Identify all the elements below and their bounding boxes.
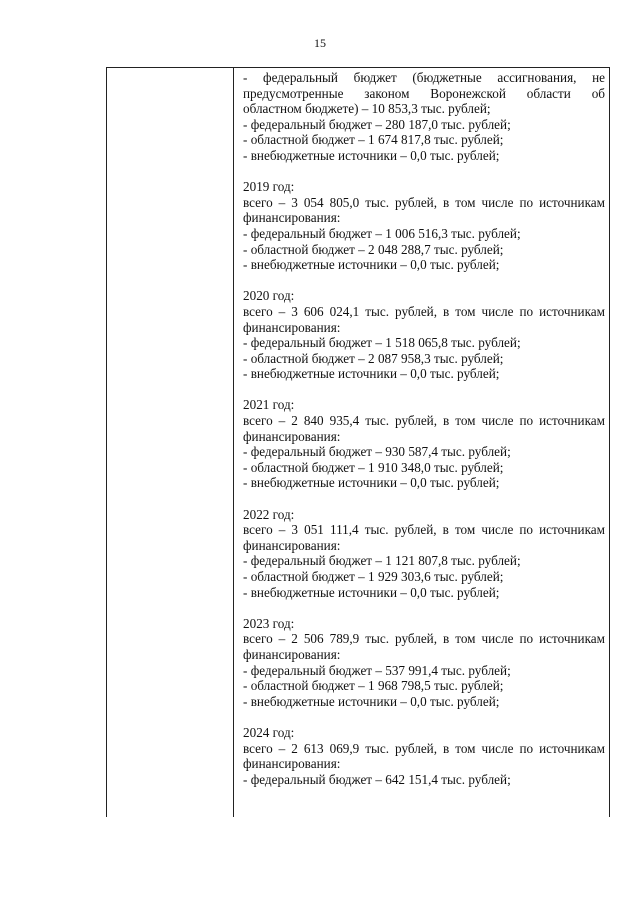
year-total-cont: финансирования: (243, 210, 341, 226)
year-federal: - федеральный бюджет – 1 121 807,8 тыс. рублей; (243, 553, 521, 569)
spacer (243, 382, 605, 398)
intro-line-2: предусмотренные законом Воронежской области об (243, 85, 605, 101)
spacer (243, 709, 605, 725)
year-federal: - федеральный бюджет – 537 991,4 тыс. рублей; (243, 662, 511, 678)
year-total: всего – 3 606 024,1 тыс. рублей, в том числе по источникам (243, 303, 605, 319)
intro-block (243, 70, 605, 164)
intro-regional: - областной бюджет – 1 674 817,8 тыс. рублей; (243, 132, 504, 148)
year-extra: - внебюджетные источники – 0,0 тыс. рублей; (243, 257, 500, 273)
year-block-2024 (243, 725, 605, 787)
year-regional: - областной бюджет – 1 910 348,0 тыс. рублей; (243, 459, 504, 475)
year-heading: 2021 год: (243, 397, 295, 413)
intro-line-1: - федеральный бюджет (бюджетные ассигнования, не (243, 70, 605, 85)
intro-federal: - федеральный бюджет – 280 187,0 тыс. рублей; (243, 116, 511, 132)
year-heading: 2024 год: (243, 724, 295, 740)
spacer (243, 491, 605, 507)
year-extra: - внебюджетные источники – 0,0 тыс. рублей; (243, 366, 500, 382)
year-regional: - областной бюджет – 2 087 958,3 тыс. рублей; (243, 350, 504, 366)
year-total-cont: финансирования: (243, 537, 341, 553)
spacer (243, 273, 605, 289)
year-federal: - федеральный бюджет – 1 006 516,3 тыс. рублей; (243, 225, 521, 241)
year-federal: - федеральный бюджет – 642 151,4 тыс. рублей; (243, 771, 511, 787)
year-total: всего – 2 613 069,9 тыс. рублей, в том числе по источникам (243, 740, 605, 756)
year-heading: 2019 год: (243, 179, 295, 195)
spacer (243, 600, 605, 616)
year-total-cont: финансирования: (243, 428, 341, 444)
year-extra: - внебюджетные источники – 0,0 тыс. рублей; (243, 693, 500, 709)
year-block-2023 (243, 616, 605, 710)
year-total: всего – 3 051 111,4 тыс. рублей, в том числе по источникам (243, 522, 605, 538)
year-heading: 2023 год: (243, 615, 295, 631)
year-total-cont: финансирования: (243, 646, 341, 662)
year-block-2022 (243, 507, 605, 601)
year-block-2021 (243, 397, 605, 491)
year-regional: - областной бюджет – 2 048 288,7 тыс. рублей; (243, 241, 504, 257)
page-number: 15 (314, 36, 326, 50)
year-total: всего – 2 506 789,9 тыс. рублей, в том числе по источникам (243, 631, 605, 647)
year-total: всего – 3 054 805,0 тыс. рублей, в том числе по источникам (243, 194, 605, 210)
spacer (243, 164, 605, 180)
year-regional: - областной бюджет – 1 929 303,6 тыс. рублей; (243, 569, 504, 584)
intro-line-3: областном бюджете) – 10 853,3 тыс. рублей; (243, 101, 491, 117)
year-federal: - федеральный бюджет – 1 518 065,8 тыс. рублей; (243, 335, 521, 351)
year-block-2020 (243, 288, 605, 382)
year-total-cont: финансирования: (243, 756, 341, 772)
year-heading: 2020 год: (243, 288, 295, 304)
year-block-2019 (243, 179, 605, 273)
year-regional: - областной бюджет – 1 968 798,5 тыс. рублей; (243, 678, 504, 694)
year-heading: 2022 год: (243, 506, 295, 522)
intro-extra: - внебюджетные источники – 0,0 тыс. рублей; (243, 147, 500, 163)
year-extra: - внебюджетные источники – 0,0 тыс. рублей; (243, 475, 500, 491)
year-total-cont: финансирования: (243, 319, 341, 335)
table-left-cell (107, 68, 234, 817)
table-right-cell (234, 68, 609, 787)
year-total: всего – 2 840 935,4 тыс. рублей, в том числе по источникам (243, 413, 605, 429)
year-extra: - внебюджетные источники – 0,0 тыс. рублей; (243, 584, 500, 600)
year-federal: - федеральный бюджет – 930 587,4 тыс. рублей; (243, 444, 511, 460)
funding-table (106, 67, 610, 817)
